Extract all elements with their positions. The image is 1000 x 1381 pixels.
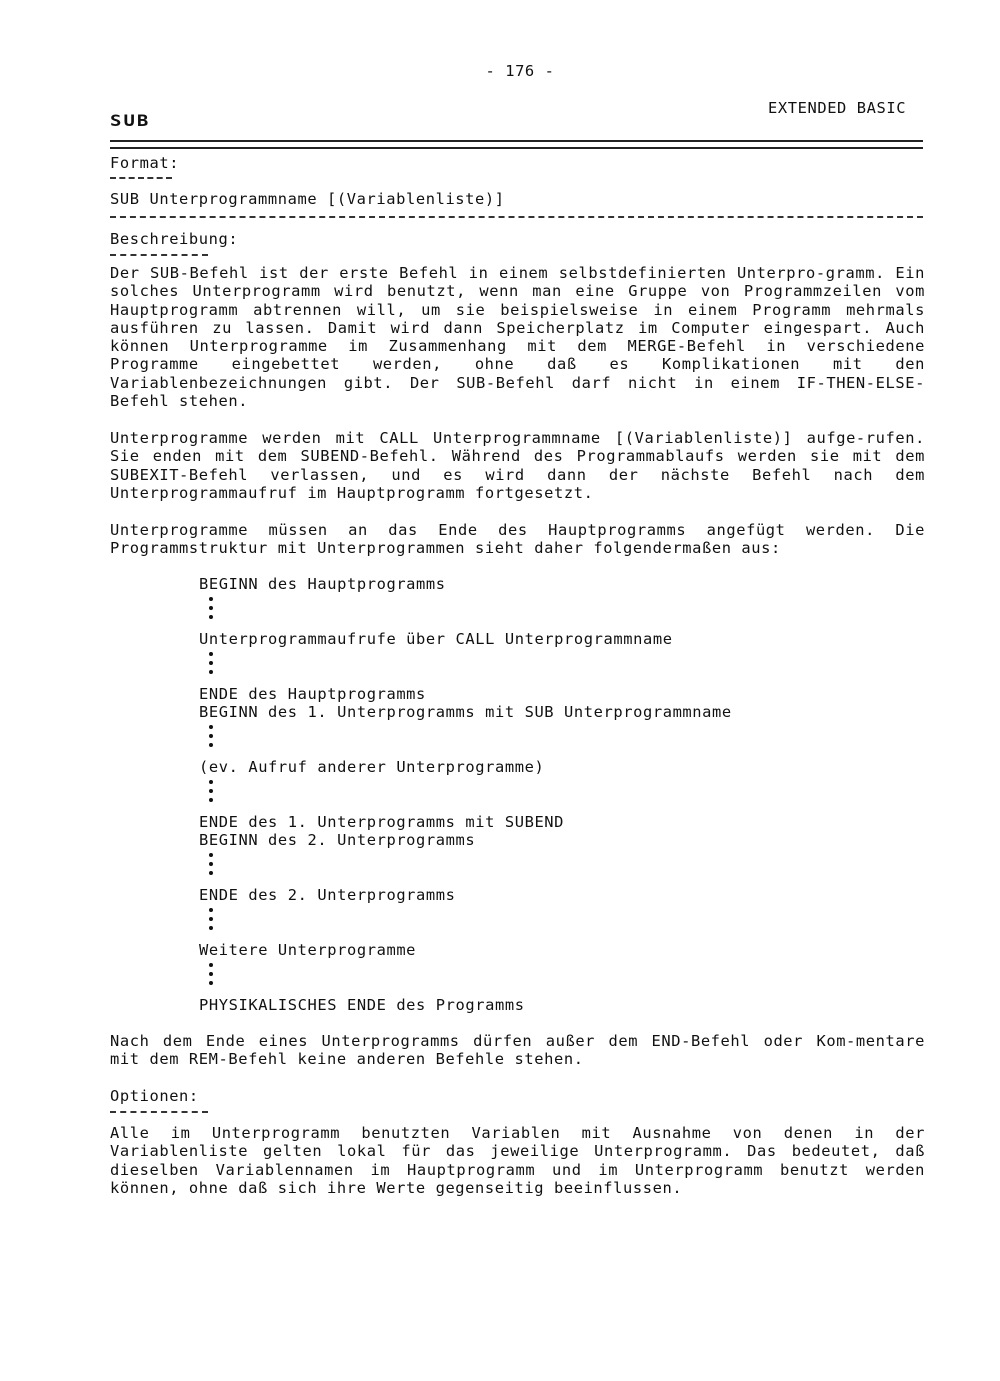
ellipsis-dots-icon	[209, 725, 215, 752]
page-title: SUB	[110, 111, 151, 130]
ellipsis-dots-icon	[209, 780, 215, 807]
description-heading-underline	[110, 254, 208, 256]
description-heading: Beschreibung:	[110, 230, 239, 248]
structure-line: Unterprogrammaufrufe über CALL Unterprogrammname	[199, 630, 673, 648]
ellipsis-dots-icon	[209, 597, 215, 624]
structure-line: (ev. Aufruf anderer Unterprogramme)	[199, 758, 545, 776]
structure-line: ENDE des 1. Unterprogramms mit SUBEND	[199, 813, 565, 831]
description-paragraph: Der SUB-Befehl ist der erste Befehl in einem selbstdefinierten Unterpro-gramm. Ein solches Unterprogramm wird benutzt, wenn man eine Gruppe von Programmzeilen vom Hauptprogramm abtrennen will, um sie beispielsweise in einem Programm mehrmals ausführen zu lassen. Damit wird dann Speicherplatz im Computer eingespart. Auch können Unterprogramme im Zusammenhang mit dem MERGE-Befehl in verschiedene Programme eingebettet werden, ohne daß es Komplikationen mit den Variablenbezeichnungen gibt. Der SUB-Befehl darf nicht in einem IF-THEN-ELSE-Befehl stehen.	[110, 264, 925, 411]
structure-line: ENDE des Hauptprogramms	[199, 685, 426, 703]
section-header: EXTENDED BASIC	[768, 99, 907, 117]
options-heading: Optionen:	[110, 1087, 199, 1105]
options-heading-underline	[110, 1111, 208, 1113]
description-paragraph: Unterprogramme werden mit CALL Unterprogrammname [(Variablenliste)] aufge-rufen. Sie enden mit dem SUBEND-Befehl. Während des Programmablaufs werden sie mit dem SUBEXIT-Befehl verlassen, und es wird dann der nächste Befehl nach dem Unterprogrammaufruf im Hauptprogramm fortgesetzt.	[110, 429, 925, 502]
structure-line: Weitere Unterprogramme	[199, 941, 417, 959]
page-number: - 176 -	[485, 62, 555, 80]
after-structure-paragraph: Nach dem Ende eines Unterprogramms dürfen außer dem END-Befehl oder Kom-mentare mit dem REM-Befehl keine anderen Befehle stehen.	[110, 1032, 925, 1069]
format-heading-underline	[110, 177, 172, 179]
format-heading: Format:	[110, 154, 180, 172]
ellipsis-dots-icon	[209, 652, 215, 679]
structure-line: BEGINN des 2. Unterprogramms	[199, 831, 476, 849]
ellipsis-dots-icon	[209, 908, 215, 935]
options-paragraph: Alle im Unterprogramm benutzten Variablen mit Ausnahme von denen in der Variablenliste gelten lokal für das jeweilige Unterprogramm. Das bedeutet, daß dieselben Variablennamen im Hauptprogramm und im Unterprogramm benutzt werden können, ohne daß sich ihre Werte gegenseitig beeinflussen.	[110, 1124, 925, 1197]
structure-line: BEGINN des 1. Unterprogramms mit SUB Unterprogrammname	[199, 703, 732, 721]
structure-line: ENDE des 2. Unterprogramms	[199, 886, 456, 904]
structure-line: BEGINN des Hauptprogramms	[199, 575, 446, 593]
structure-line: PHYSIKALISCHES ENDE des Programms	[199, 996, 525, 1014]
format-syntax: SUB Unterprogrammname [(Variablenliste)]	[110, 190, 505, 208]
ellipsis-dots-icon	[209, 853, 215, 880]
double-rule-divider	[110, 140, 923, 149]
ellipsis-dots-icon	[209, 963, 215, 990]
description-paragraph: Unterprogramme müssen an das Ende des Hauptprogramms angefügt werden. Die Programmstruktur mit Unterprogrammen sieht daher folgendermaßen aus:	[110, 521, 925, 558]
dashed-rule-divider	[110, 216, 923, 218]
